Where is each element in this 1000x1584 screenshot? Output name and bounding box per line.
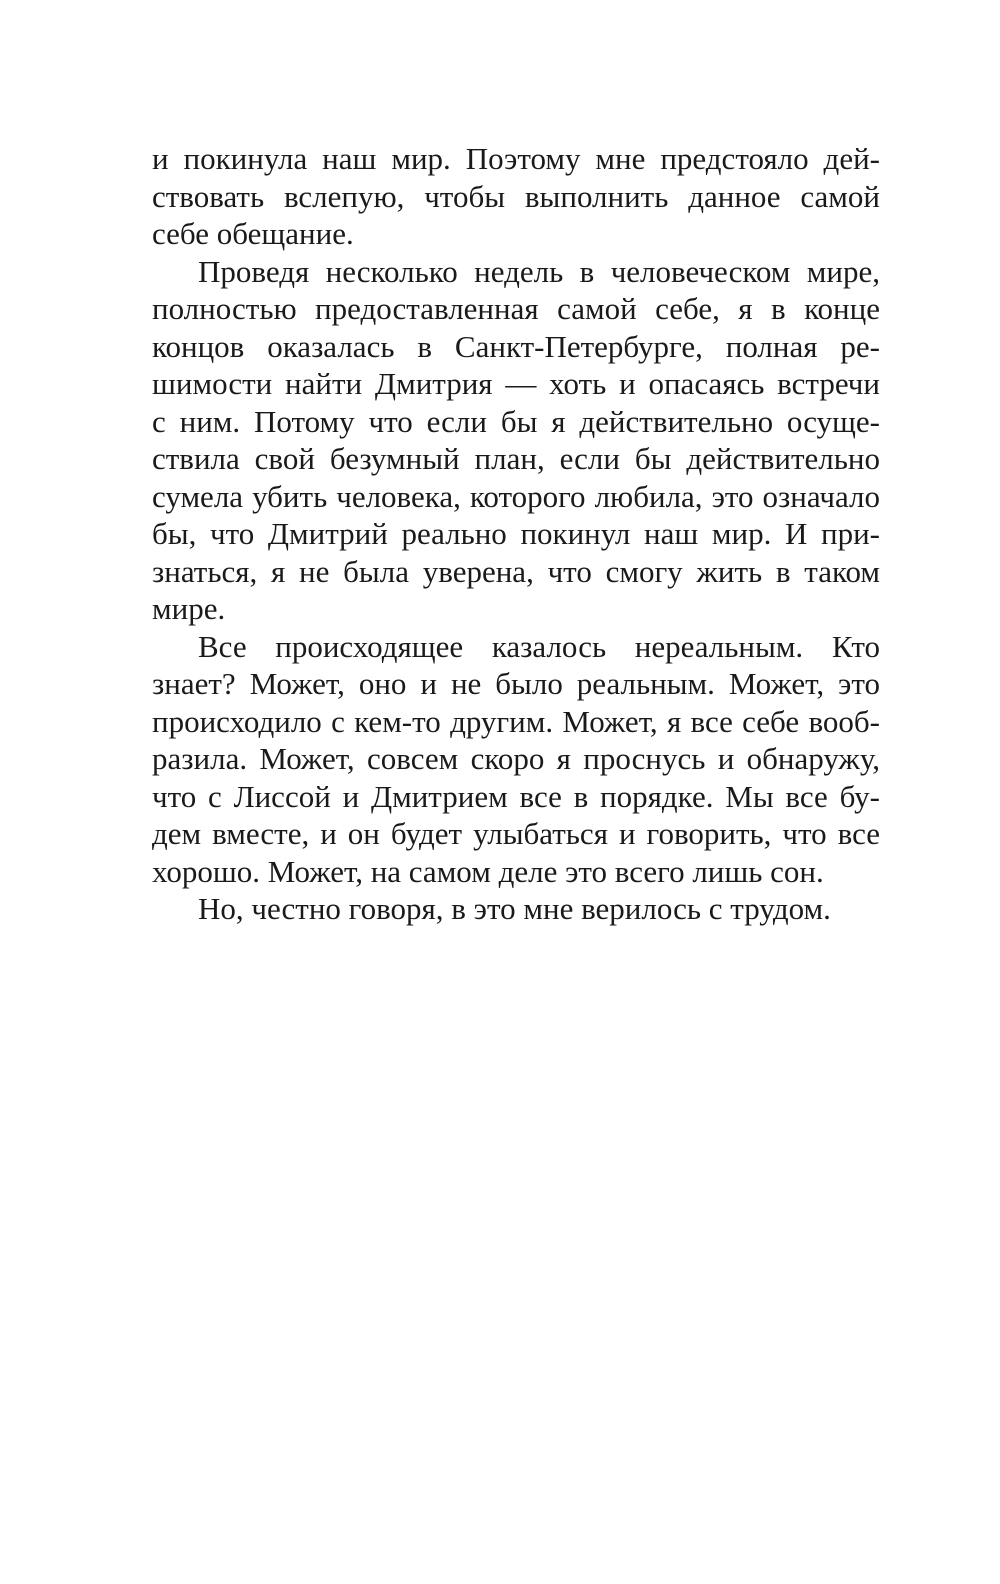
text-line: полностью предоставленная самой себе, я в конце [152,291,880,326]
text-line: с ним. Потому что если бы я действительно осуще- [152,403,880,439]
text-line: Все происходящее казалось нереальным. Кто [198,628,880,664]
text-line: что с Лиссой и Дмитрием все в порядке. Мы все бу- [152,778,880,814]
text-line: мире. [152,591,226,626]
text-line: и покинула наш мир. Поэтому мне предстояло дей- [152,141,880,176]
text-line: Но, честно говоря, в это мне верилось с трудом. [198,891,831,926]
text-line: себе обещание. [152,216,354,251]
text-line: дем вместе, и он будет улыбаться и говорить, что все [152,816,880,851]
page-text [152,140,880,928]
text-line: концов оказалась в Санкт-Петербурге, полная ре- [152,328,880,364]
paragraph-2 [152,253,880,628]
text-line: шимости найти Дмитрия — хоть и опасаясь встречи [152,366,880,401]
paragraph-1 [152,140,880,253]
text-line: сумела убить человека, которого любила, это означало [152,478,880,514]
text-line: ствила свой безумный план, если бы действительно [152,441,880,476]
text-line: хорошо. Может, на самом деле это всего лишь сон. [152,853,824,889]
text-line: знает? Может, оно и не было реальным. Может, это [152,666,880,701]
text-line: ствовать вслепую, чтобы выполнить данное самой [152,178,880,214]
paragraph-4 [152,890,880,928]
text-line: Проведя несколько недель в человеческом мире, [198,253,880,289]
text-line: знаться, я не была уверена, что смогу жить в таком [152,553,880,589]
text-line: бы, что Дмитрий реально покинул наш мир. И при- [152,516,880,551]
text-line: разила. Может, совсем скоро я проснусь и обнаружу, [152,741,880,776]
paragraph-3 [152,628,880,891]
text-line: происходило с кем-то другим. Может, я все себе вооб- [152,703,880,739]
